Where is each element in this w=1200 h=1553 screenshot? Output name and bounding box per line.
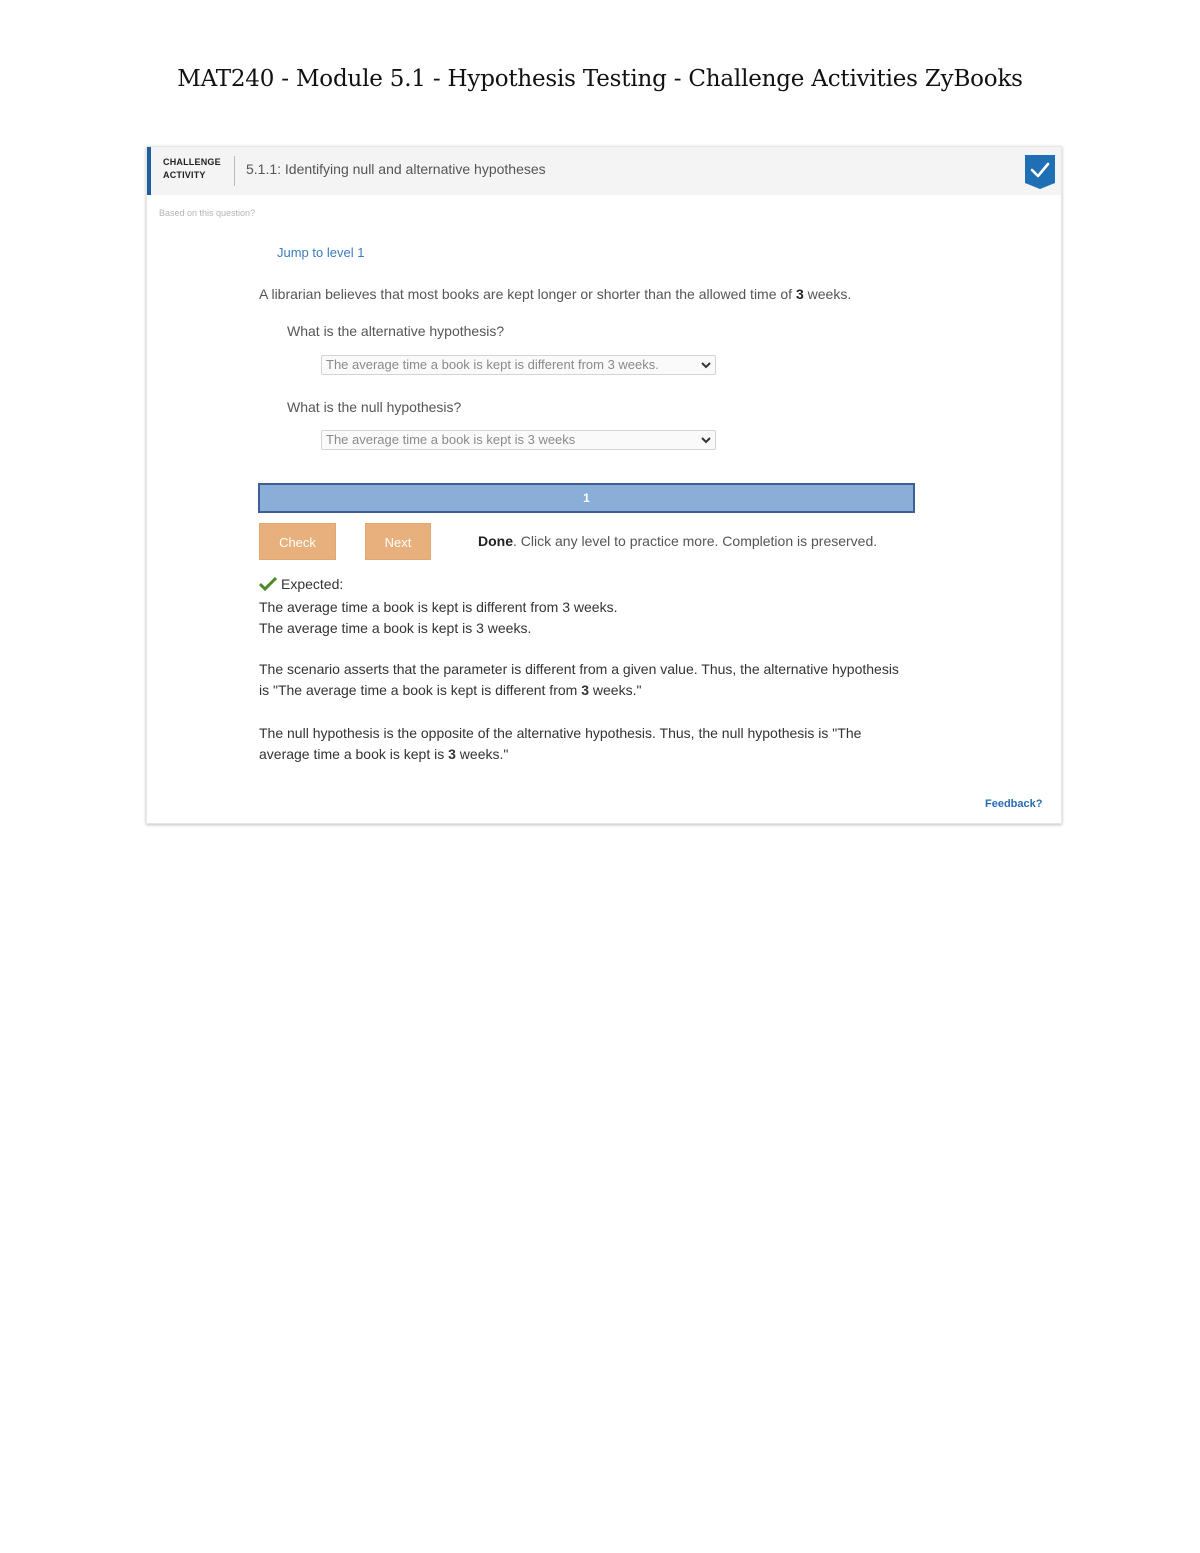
explanation-paragraph <box>259 659 909 701</box>
challenge-label-line2: ACTIVITY <box>163 170 206 180</box>
explanation-text-after: weeks." <box>455 746 509 762</box>
chevron-down-icon <box>700 359 712 371</box>
prompt-text-before: A librarian believes that most books are kept longer or shorter than the allowed time of <box>259 286 796 302</box>
checkmark-icon <box>259 577 277 591</box>
null-hypothesis-select[interactable] <box>321 430 716 450</box>
expected-answer-line: The average time a book is kept is 3 weeks. <box>259 620 532 636</box>
activity-header <box>147 147 1061 195</box>
question-prompt <box>259 286 851 302</box>
done-message-text: . Click any level to practice more. Completion is preserved. <box>513 533 878 549</box>
explanation-value: 3 <box>581 682 589 698</box>
alternative-hypothesis-select[interactable] <box>321 355 716 375</box>
header-divider <box>234 156 235 186</box>
challenge-activity-card <box>146 146 1062 824</box>
challenge-label-line1: CHALLENGE <box>163 157 221 167</box>
null-hypothesis-selected: The average time a book is kept is 3 weeks <box>326 432 576 447</box>
expected-answer-line: The average time a book is kept is different from 3 weeks. <box>259 599 618 615</box>
alternative-hypothesis-question: What is the alternative hypothesis? <box>287 323 505 339</box>
chevron-down-icon <box>700 434 712 446</box>
null-hypothesis-question: What is the null hypothesis? <box>287 399 462 415</box>
level-progress-bar[interactable] <box>258 483 915 513</box>
expected-label <box>259 576 343 592</box>
explanation-text-before: The scenario asserts that the parameter is different from a given value. Thus, the alternative hypothesis is "The average time a book is kept is different from <box>259 661 899 698</box>
activity-title: 5.1.1: Identifying null and alternative hypotheses <box>246 161 546 177</box>
faded-link[interactable]: Based on this question? <box>159 208 256 218</box>
next-button[interactable]: Next <box>365 523 431 560</box>
feedback-link[interactable]: Feedback? <box>985 798 1043 810</box>
explanation-value: 3 <box>448 746 456 762</box>
document-title: MAT240 - Module 5.1 - Hypothesis Testing - Challenge Activities ZyBooks <box>177 66 1023 92</box>
challenge-activity-label <box>163 156 221 182</box>
prompt-text-after: weeks. <box>803 286 852 302</box>
done-message <box>478 533 877 549</box>
prompt-value: 3 <box>795 286 804 302</box>
check-button[interactable]: Check <box>259 523 336 560</box>
check-badge-icon <box>1025 155 1055 189</box>
explanation-text-after: weeks." <box>589 682 642 698</box>
done-message-bold: Done <box>478 533 513 549</box>
explanation-text-before: The null hypothesis is the opposite of the alternative hypothesis. Thus, the null hypothesis is "The average time a book is kept is <box>259 725 862 762</box>
level-number: 1 <box>583 491 590 505</box>
expected-label-text: Expected: <box>281 576 344 592</box>
alternative-hypothesis-selected: The average time a book is kept is different from 3 weeks. <box>326 357 659 372</box>
jump-to-level-link[interactable]: Jump to level 1 <box>277 245 365 260</box>
explanation-paragraph <box>259 723 909 765</box>
